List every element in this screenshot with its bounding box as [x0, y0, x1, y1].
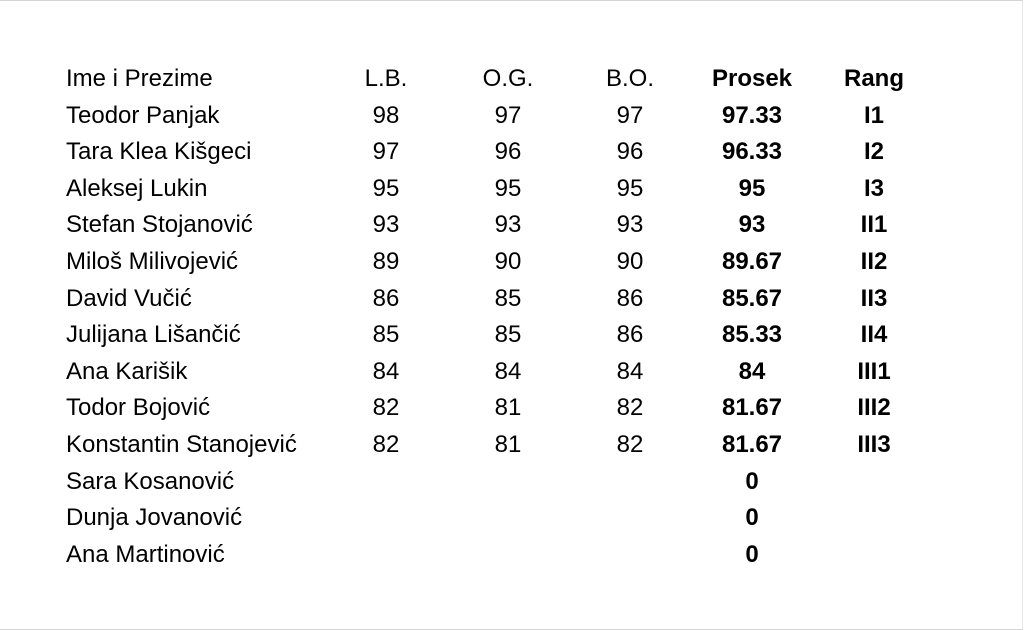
- cell-bo: 97: [616, 101, 644, 129]
- cell-average: 85.33: [721, 321, 783, 349]
- cell-name: Konstantin Stanojević: [66, 430, 297, 458]
- table-row: [60, 537, 926, 574]
- header-rank: Rang: [844, 65, 904, 92]
- table-row: [60, 244, 926, 281]
- cell-og: 90: [494, 247, 522, 275]
- cell-bo: 95: [616, 174, 644, 202]
- cell-bo: [578, 537, 682, 574]
- table-row: [60, 98, 926, 135]
- cell-og: 97: [494, 101, 522, 129]
- table-row: [60, 500, 926, 537]
- cell-lb: 82: [372, 394, 400, 422]
- table-row: [60, 207, 926, 244]
- cell-bo: 86: [616, 321, 644, 349]
- cell-bo: 84: [616, 357, 644, 385]
- cell-bo: [578, 464, 682, 501]
- cell-name: Aleksej Lukin: [66, 174, 208, 202]
- table-row: [60, 390, 926, 427]
- table-row: [60, 281, 926, 318]
- cell-lb: 98: [372, 101, 400, 129]
- cell-og: 84: [494, 357, 522, 385]
- cell-name: Stefan Stojanović: [66, 211, 253, 239]
- cell-lb: 97: [372, 138, 400, 166]
- cell-bo: 96: [616, 138, 644, 166]
- cell-og: 81: [494, 394, 522, 422]
- cell-average: 96.33: [721, 138, 783, 166]
- cell-og: [438, 464, 578, 501]
- cell-og: 96: [494, 138, 522, 166]
- cell-name: Teodor Panjak: [66, 101, 220, 129]
- cell-lb: [334, 464, 438, 501]
- table-row: [60, 317, 926, 354]
- cell-og: 85: [494, 284, 522, 312]
- cell-og: [438, 500, 578, 537]
- cell-rank: III2: [857, 394, 891, 422]
- cell-lb: 82: [372, 430, 400, 458]
- cell-og: 95: [494, 174, 522, 202]
- header-name: Ime i Prezime: [66, 65, 213, 92]
- cell-rank: [822, 537, 926, 574]
- header-lb: L.B.: [364, 65, 408, 92]
- cell-name: David Vučić: [66, 284, 192, 312]
- cell-bo: 82: [616, 430, 644, 458]
- cell-name: Todor Bojović: [66, 394, 211, 422]
- cell-average: 0: [745, 467, 759, 495]
- cell-name: Tara Klea Kišgeci: [66, 138, 252, 166]
- cell-average: 93: [738, 211, 766, 239]
- cell-rank: II3: [860, 284, 888, 312]
- cell-rank: II1: [860, 211, 888, 239]
- cell-rank: I2: [863, 138, 884, 166]
- header-average: Prosek: [711, 65, 793, 92]
- cell-lb: 93: [372, 211, 400, 239]
- cell-lb: 85: [372, 321, 400, 349]
- cell-rank: III1: [857, 357, 891, 385]
- cell-lb: [334, 500, 438, 537]
- cell-lb: 86: [372, 284, 400, 312]
- cell-name: Sara Kosanović: [66, 467, 235, 495]
- cell-average: 95: [738, 174, 766, 202]
- cell-lb: 84: [372, 357, 400, 385]
- cell-average: 89.67: [721, 247, 783, 275]
- cell-average: 0: [745, 540, 759, 568]
- cell-name: Miloš Milivojević: [66, 247, 239, 275]
- header-bo: B.O.: [605, 65, 654, 92]
- cell-average: 97.33: [721, 101, 783, 129]
- cell-name: Julijana Lišančić: [66, 321, 241, 349]
- cell-bo: [578, 500, 682, 537]
- cell-average: 84: [738, 357, 766, 385]
- table-body: [60, 98, 926, 574]
- header-og: O.G.: [482, 65, 534, 92]
- table-row: [60, 427, 926, 464]
- table-row: [60, 134, 926, 171]
- cell-rank: I1: [863, 101, 884, 129]
- cell-name: Ana Karišik: [66, 357, 188, 385]
- cell-rank: I3: [863, 174, 884, 202]
- cell-bo: 90: [616, 247, 644, 275]
- cell-lb: [334, 537, 438, 574]
- cell-bo: 93: [616, 211, 644, 239]
- cell-rank: II4: [860, 321, 888, 349]
- cell-bo: 86: [616, 284, 644, 312]
- cell-name: Ana Martinović: [66, 540, 225, 568]
- table-row: [60, 171, 926, 208]
- cell-rank: [822, 500, 926, 537]
- cell-og: [438, 537, 578, 574]
- cell-og: 93: [494, 211, 522, 239]
- cell-lb: 89: [372, 247, 400, 275]
- table-header-row: [60, 61, 926, 98]
- cell-bo: 82: [616, 394, 644, 422]
- cell-name: Dunja Jovanović: [66, 504, 243, 532]
- cell-average: 81.67: [721, 394, 783, 422]
- cell-rank: [822, 464, 926, 501]
- cell-average: 0: [745, 504, 759, 532]
- cell-average: 81.67: [721, 430, 783, 458]
- cell-average: 85.67: [721, 284, 783, 312]
- grades-table: [60, 61, 926, 573]
- table-row: [60, 354, 926, 391]
- cell-og: 81: [494, 430, 522, 458]
- cell-rank: III3: [857, 430, 891, 458]
- cell-lb: 95: [372, 174, 400, 202]
- table-row: [60, 464, 926, 501]
- cell-og: 85: [494, 321, 522, 349]
- cell-rank: II2: [860, 247, 888, 275]
